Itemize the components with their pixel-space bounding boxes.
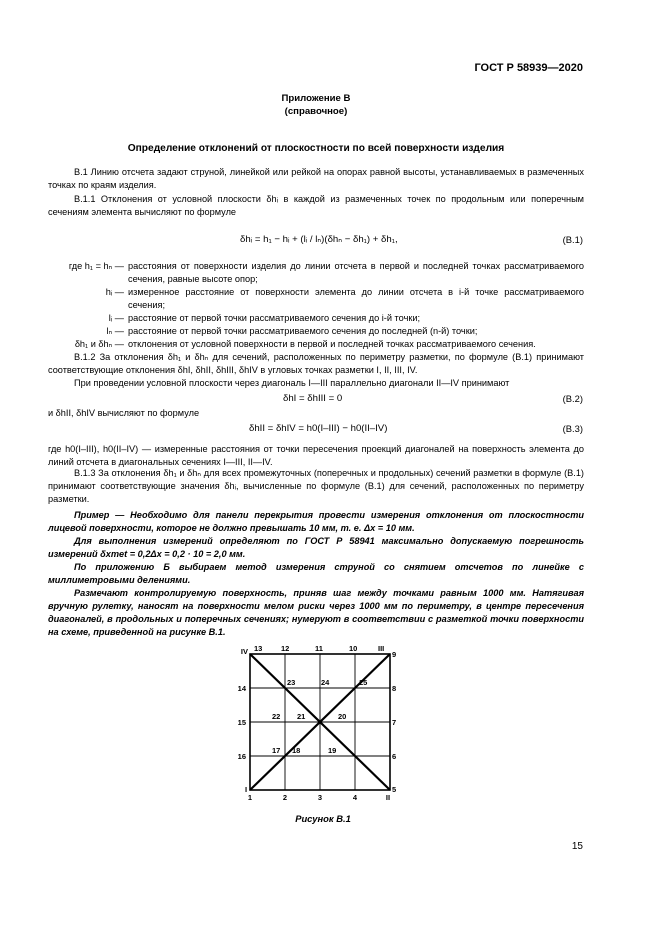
- point-label: 16: [237, 752, 246, 761]
- corner-label: III: [378, 644, 385, 653]
- point-label: 9: [392, 650, 397, 659]
- paragraph-b12b: При проведении условной плоскости через диагональ I—III параллельно диагонали II—IV принимают: [74, 378, 510, 388]
- point-label: 13: [254, 644, 263, 653]
- definition-text: измеренное расстояние от поверхности элемента до линии отсчета в i-й точке рассматриваемого сечения;: [128, 287, 584, 310]
- figure-caption: Рисунок В.1: [295, 813, 351, 824]
- point-label: 23: [287, 678, 296, 687]
- corner-label: II: [385, 793, 391, 802]
- formula-b3-number: (В.3): [562, 423, 583, 434]
- definition-symbol: где h₁ = hₙ —: [68, 261, 124, 271]
- example-p1: Пример — Необходимо для панели перекрытия провести измерения отклонения от плоскостности лицевой поверхности, которое не должно превышать 10 мм, т. е. Δx = 10 мм.: [48, 510, 584, 533]
- point-label: 2: [282, 793, 288, 802]
- definition-symbol: hᵢ —: [105, 287, 124, 297]
- point-label: 21: [297, 712, 306, 721]
- point-label: 25: [359, 678, 368, 687]
- formula-b1: δhᵢ = h₁ − hᵢ + (lᵢ / lₙ)(δhₙ − δh₁) + δh₁,: [240, 234, 398, 245]
- definition-symbol: δh₁ и δhₙ —: [74, 339, 124, 349]
- paragraph-andh: и δhII, δhIV вычисляют по формуле: [48, 408, 200, 418]
- point-label: 1: [247, 793, 253, 802]
- point-label: 12: [281, 644, 290, 653]
- definition-text: расстояния от поверхности изделия до линии отсчета в первой и последней точках рассматриваемого сечения, равные высоте опор;: [128, 261, 584, 284]
- point-label: 5: [392, 785, 397, 794]
- paragraph-where2: где h0(I–III), h0(II–IV) — измеренные расстояния от точки пересечения проекций диагоналей на поверхность элемента до линий отсчета в диагональных сечениях I—III, II—IV.: [48, 444, 584, 467]
- paragraph-b12: В.1.2 За отклонения δh₁ и δhₙ для сечений, расположенных по периметру разметки, по формуле (В.1) принимают соответствующие отклонения δhI, δhII, δhIII, δhIV в угловых точках разметки I, II, III, IV.: [48, 352, 584, 375]
- example-p4: Размечают контролируемую поверхность, приняв шаг между точками равным 1000 мм. Натягивая вручную рулетку, наносят на поверхности мелом риски через 1000 мм по периметру, в центре пересечения диагоналей, в продольных и поперечных сечениях; нумеруют в соответствии с разметкой точки поверхности на схеме, приведенной на рисунке В.1.: [48, 588, 584, 637]
- point-label: 14: [237, 684, 246, 693]
- point-label: 8: [392, 684, 397, 693]
- point-label: 20: [338, 712, 347, 721]
- example-p3: По приложению Б выбираем метод измерения струной со снятием отсчетов по линейке с миллиметровыми делениями.: [48, 562, 584, 585]
- section-title: Определение отклонений от плоскостности по всей поверхности изделия: [127, 143, 505, 154]
- page-number: 15: [571, 841, 583, 852]
- definition-text: расстояние от первой точки рассматриваемого сечения до последней (n-й) точки;: [128, 326, 478, 336]
- definition-symbol: lₙ —: [106, 326, 124, 336]
- definition-text: расстояние от первой точки рассматриваемого сечения до i-й точки;: [128, 313, 421, 323]
- paragraph-b11: В.1.1 Отклонения от условной плоскости δhᵢ в каждой из размеченных точек по продольным или поперечным сечениям элемента вычисляют по формуле: [48, 194, 584, 217]
- paragraph-b1: В.1 Линию отсчета задают струной, линейкой или рейкой на опорах равной высоты, устанавливаемых в размеченных точках по краям изделия.: [48, 167, 584, 190]
- corner-label: I: [245, 785, 248, 794]
- point-label: 3: [317, 793, 323, 802]
- definition-row: [48, 260, 584, 286]
- definition-text: отклонения от условной поверхности в первой и последней точках рассматриваемого сечения.: [128, 339, 536, 349]
- formula-b2-number: (В.2): [562, 393, 583, 404]
- definition-symbol: lᵢ —: [108, 313, 124, 323]
- point-label: 11: [315, 644, 323, 653]
- definition-row: [48, 286, 584, 312]
- point-label: 22: [272, 712, 281, 721]
- paragraph-b13: В.1.3 За отклонения δh₁ и δhₙ для всех промежуточных (поперечных и продольных) сечений разметки в формуле (В.1) принимают соответствующие значения δhᵢ, вычисленные по формуле (В.1) для сечений, расположенных по периметру разметки.: [48, 468, 584, 504]
- point-label: 19: [328, 746, 337, 755]
- formula-b1-number: (В.1): [562, 234, 583, 245]
- formula-b2: δhI = δhIII = 0: [283, 393, 343, 404]
- point-label: 7: [392, 718, 397, 727]
- figure-b1-grid: [228, 640, 418, 810]
- point-label: 10: [349, 644, 358, 653]
- example-p2: Для выполнения измерений определяют по ГОСТ Р 58941 максимально допускаемую погрешность измерений δxmet = 0,2Δx = 0,2 · 10 = 2,0 мм.: [48, 536, 584, 559]
- formula-b3: δhII = δhIV = h0(I–III) − h0(II–IV): [249, 423, 388, 434]
- definition-row: [48, 338, 584, 351]
- grid-lines: [250, 654, 390, 790]
- standard-header: ГОСТ Р 58939—2020: [474, 62, 583, 74]
- point-label: 24: [321, 678, 330, 687]
- appendix-title: Приложение В: [281, 93, 351, 104]
- point-label: 4: [352, 793, 358, 802]
- definition-row: [48, 312, 584, 325]
- point-label: 15: [237, 718, 246, 727]
- definition-row: [48, 325, 584, 338]
- appendix-subtitle: (справочное): [284, 106, 348, 117]
- corner-label: IV: [240, 647, 248, 656]
- point-label: 18: [292, 746, 301, 755]
- point-label: 17: [272, 746, 281, 755]
- point-label: 6: [392, 752, 397, 761]
